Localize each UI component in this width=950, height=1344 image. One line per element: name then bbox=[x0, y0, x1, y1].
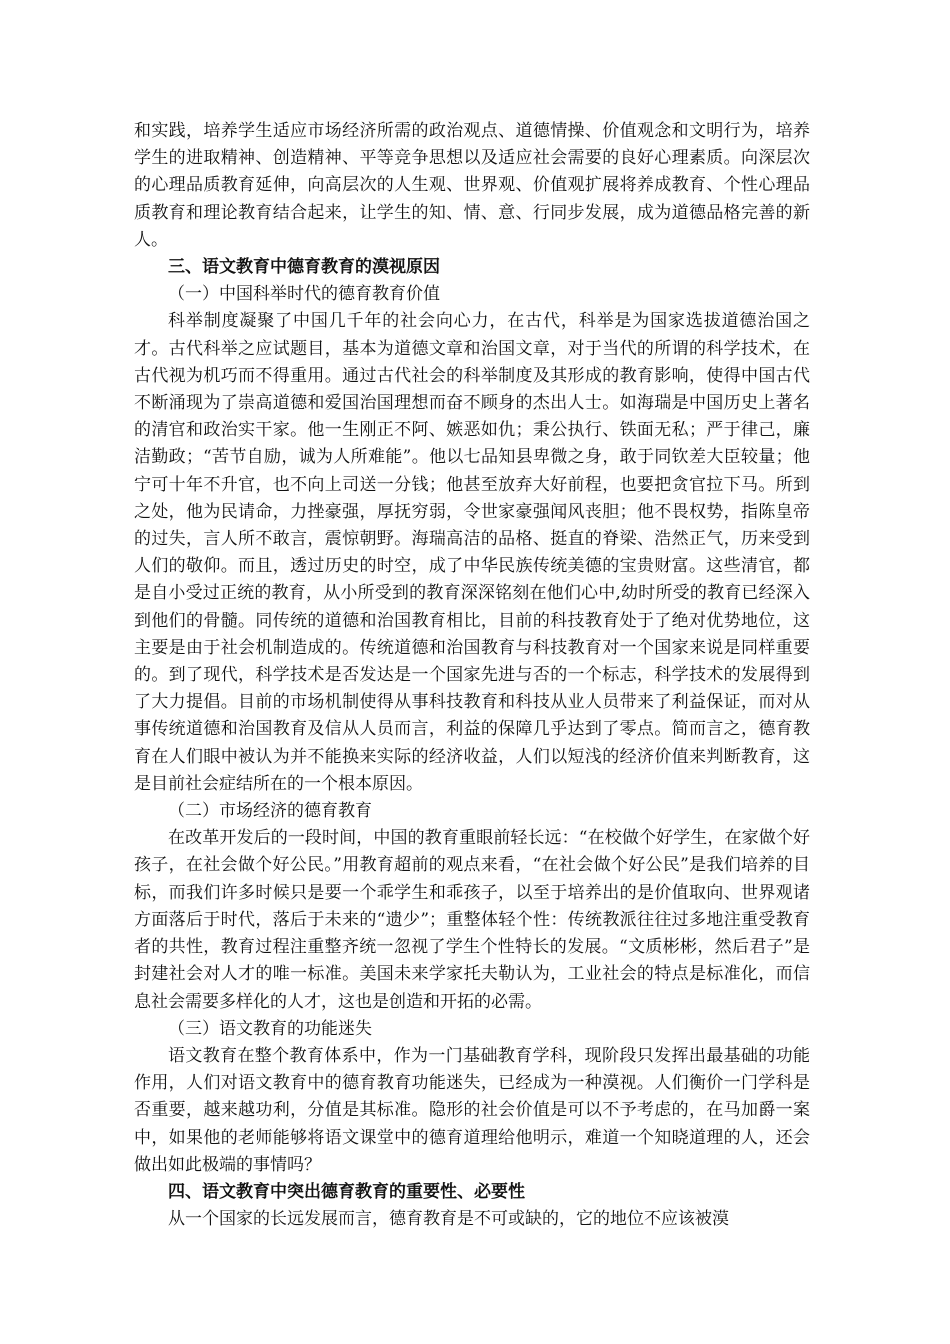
subsection-heading-2: （二）市场经济的德育教育 bbox=[168, 801, 372, 822]
body-paragraph: 科举制度凝聚了中国几千年的社会向心力，在古代，科举是为国家选拔道德治国之才。古代科举之应试题目，基本为道德文章和治国文章，对于当代的所谓的科学技术，在古代视为机巧而不得重用。通过古代社会的科举制度及其形成的教育影响，使得中国古代不断涌现为了崇高道德和爱国治国理想而奋不顾身的杰出人士。如海瑞是中国历史上著名的清官和政治实干家。他一生刚正不阿、嫉恶如仇；秉公执行、铁面无私；严于律己，廉洁勤政；“苦节自励，诚为人所难能”。他以七品知县卑微之身，敢于同钦差大臣较量；他宁可十年不升官，也不向上司送一分钱；他甚至放弃大好前程，也要把贪官拉下马。所到之处，他为民请命，力挫豪强，厚抚穷弱，令世家豪强闻风丧胆；他不畏权势，指陈皇帝的过失，言人所不敢言，震惊朝野。海瑞高洁的品格、挺直的脊梁、浩然正气，历来受到人们的敬仰。而且，透过历史的时空，成了中华民族传统美德的宝贵财富。这些清官，都是自小受过正统的教育，从小所受到的教育深深铭刻在他们心中,幼时所受的教育已经深入到他们的骨髓。同传统的道德和治国教育相比，目前的科技教育处于了绝对优势地位，这主要是由于社会机制造成的。传统道德和治国教育与科技教育对一个国家来说是同样重要的。到了现代，科学技术是否发达是一个国家先进与否的一个标志，科学技术的发展得到了大力提倡。目前的市场机制使得从事科技教育和科技从业人员带来了利益保证，而对从事传统道德和治国教育及信从人员而言，利益的保障几乎达到了零点。简而言之，德育教育在人们眼中被认为并不能换来实际的经济收益，人们以短浅的经济价值来判断教育，这是目前社会症结所在的一个根本原因。 bbox=[134, 311, 810, 794]
body-paragraph: 语文教育在整个教育体系中，作为一门基础教育学科，现阶段只发挥出最基础的功能作用，人们对语文教育中的德育教育功能迷失，已经成为一种漠视。人们衡价一门学科是否重要，越来越功利，分值是其标准。隐形的社会价值是可以不予考虑的，在马加爵一案中，如果他的老师能够将语文课堂中的德育道理给他明示，难道一个知晓道理的人，还会做出如此极端的事情吗？ bbox=[134, 1045, 810, 1175]
section-heading-3: 三、语文教育中德育教育的漠视原因 bbox=[168, 257, 440, 278]
body-paragraph: 和实践，培养学生适应市场经济所需的政治观点、道德情操、价值观念和文明行为，培养学生的进取精神、创造精神、平等竞争思想以及适应社会需要的良好心理素质。向深层次的心理品质教育延伸，向高层次的人生观、世界观、价值观扩展将养成教育、个性心理品质教育和理论教育结合起来，让学生的知、情、意、行同步发展，成为道德品格完善的新人。 bbox=[134, 121, 810, 250]
subsection-heading-3: （三）语文教育的功能迷失 bbox=[168, 1018, 372, 1039]
subsection-heading-1: （一）中国科举时代的德育教育价值 bbox=[168, 284, 440, 305]
body-paragraph: 从一个国家的长远发展而言，德育教育是不可或缺的，它的地位不应该被漠 bbox=[168, 1209, 729, 1230]
body-paragraph: 在改革开发后的一段时间，中国的教育重眼前轻长远：“在校做个好学生，在家做个好孩子，在社会做个好公民。”用教育超前的观点来看，“在社会做个好公民”是我们培养的目标，而我们许多时候只是要一个乖学生和乖孩子，以至于培养出的是价值取向、世界观诸方面落后于时代，落后于未来的“遗少”；重整体轻个性：传统教派往往过多地注重受教育者的共性，教育过程注重整齐统一忽视了学生个性特长的发展。“文质彬彬，然后君子”是封建社会对人才的唯一标准。美国未来学家托夫勒认为，工业社会的特点是标准化，而信息社会需要多样化的人才，这也是创造和开拓的必需。 bbox=[134, 828, 810, 1012]
section-heading-4: 四、语文教育中突出德育教育的重要性、必要性 bbox=[168, 1181, 525, 1202]
document-page bbox=[134, 118, 810, 1233]
